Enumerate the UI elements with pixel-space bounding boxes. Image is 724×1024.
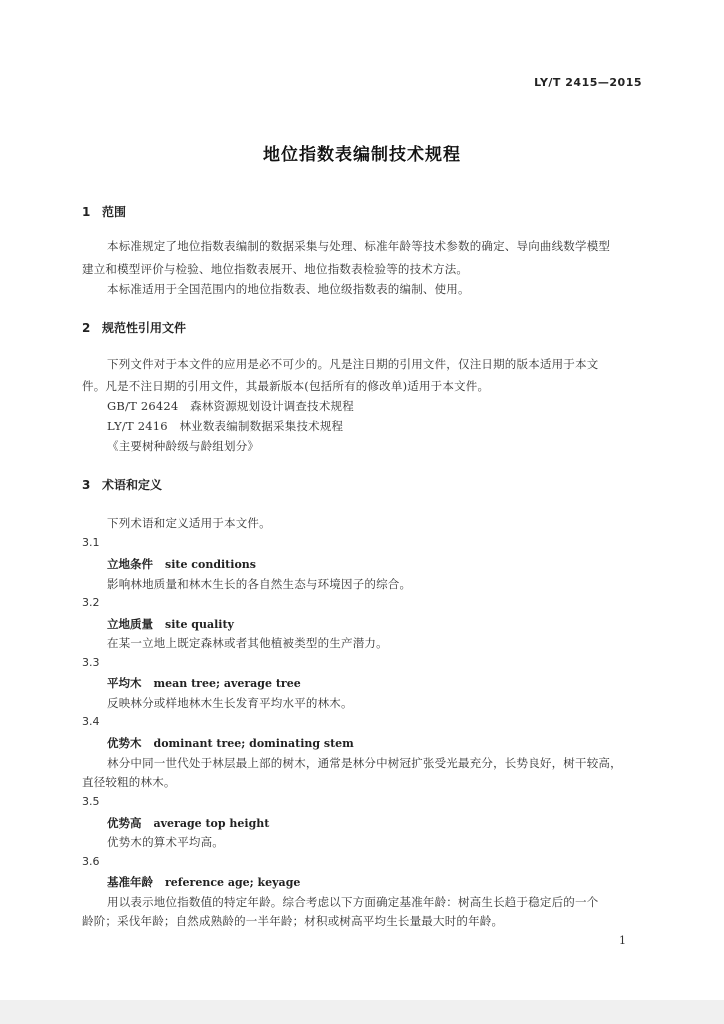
term-number: 3.4 [82, 715, 100, 728]
term-definition: 用以表示地位指数值的特定年龄。综合考虑以下方面确定基准年龄：树高生长趋于稳定后的一个 [107, 895, 599, 909]
reference-item: GB/T 26424 森林资源规划设计调查技术规程 [107, 399, 354, 413]
section-number: 1 [82, 205, 91, 219]
paragraph: 本标准规定了地位指数表编制的数据采集与处理、标准年龄等技术参数的确定、导向曲线数学模型 [107, 239, 611, 253]
term-number: 3.2 [82, 596, 100, 609]
term-english: mean tree; average tree [153, 677, 301, 690]
section-number: 3 [82, 478, 91, 492]
term-english: site quality [165, 618, 234, 631]
term-number: 3.6 [82, 855, 100, 868]
bottom-bar [0, 1000, 724, 1024]
term-definition: 影响林地质量和林木生长的各自然生态与环境因子的综合。 [107, 577, 412, 591]
reference-item: LY/T 2416 林业数表编制数据采集技术规程 [107, 419, 344, 433]
term-english: site conditions [165, 558, 256, 571]
term-entry [107, 874, 300, 890]
term-chinese: 基准年龄 [107, 875, 153, 889]
term-definition: 优势木的算术平均高。 [107, 835, 224, 849]
reference-item: 《主要树种龄级与龄组划分》 [107, 439, 260, 453]
page-number: 1 [619, 934, 626, 947]
paragraph: 下列文件对于本文件的应用是必不可少的。凡是注日期的引用文件，仅注日期的版本适用于本文 [107, 357, 599, 371]
term-english: dominant tree; dominating stem [153, 737, 354, 750]
term-entry [107, 556, 256, 572]
term-chinese: 优势木 [107, 736, 142, 750]
section-heading-scope [82, 203, 126, 220]
section-title: 术语和定义 [102, 478, 163, 492]
paragraph: 本标准适用于全国范围内的地位指数表、地位级指数表的编制、使用。 [107, 282, 470, 296]
term-entry [107, 815, 269, 831]
term-number: 3.1 [82, 536, 100, 549]
term-entry [107, 675, 301, 691]
paragraph: 建立和模型评价与检验、地位指数表展开、地位指数表检验等的技术方法。 [82, 262, 469, 276]
paragraph: 件。凡是不注日期的引用文件，其最新版本(包括所有的修改单)适用于本文件。 [82, 379, 490, 393]
term-definition: 直径较粗的林木。 [82, 775, 176, 789]
paragraph: 下列术语和定义适用于本文件。 [107, 516, 271, 530]
section-number: 2 [82, 321, 91, 335]
term-english: average top height [153, 817, 270, 830]
term-entry [107, 616, 234, 632]
term-number: 3.3 [82, 656, 100, 669]
term-english: reference age; keyage [165, 876, 301, 889]
term-definition: 反映林分或样地林木生长发育平均水平的林木。 [107, 696, 353, 710]
term-definition: 龄阶；采伐年龄；自然成熟龄的一半年龄；材积或树高平均生长量最大时的年龄。 [82, 914, 504, 928]
term-definition: 在某一立地上既定森林或者其他植被类型的生产潜力。 [107, 636, 388, 650]
term-entry [107, 735, 354, 751]
section-title: 规范性引用文件 [102, 321, 187, 335]
term-chinese: 平均木 [107, 676, 142, 690]
standard-code: LY/T 2415—2015 [534, 76, 642, 89]
section-title: 范围 [102, 205, 127, 219]
section-heading-normative-refs [82, 319, 186, 336]
document-title: 地位指数表编制技术规程 [263, 145, 461, 165]
section-heading-terms [82, 476, 162, 493]
term-chinese: 优势高 [107, 816, 142, 830]
term-definition: 林分中同一世代处于林层最上部的树木，通常是林分中树冠扩张受光最充分，长势良好，树干较高， [107, 756, 622, 770]
term-chinese: 立地质量 [107, 617, 153, 631]
term-chinese: 立地条件 [107, 557, 153, 571]
term-number: 3.5 [82, 795, 100, 808]
